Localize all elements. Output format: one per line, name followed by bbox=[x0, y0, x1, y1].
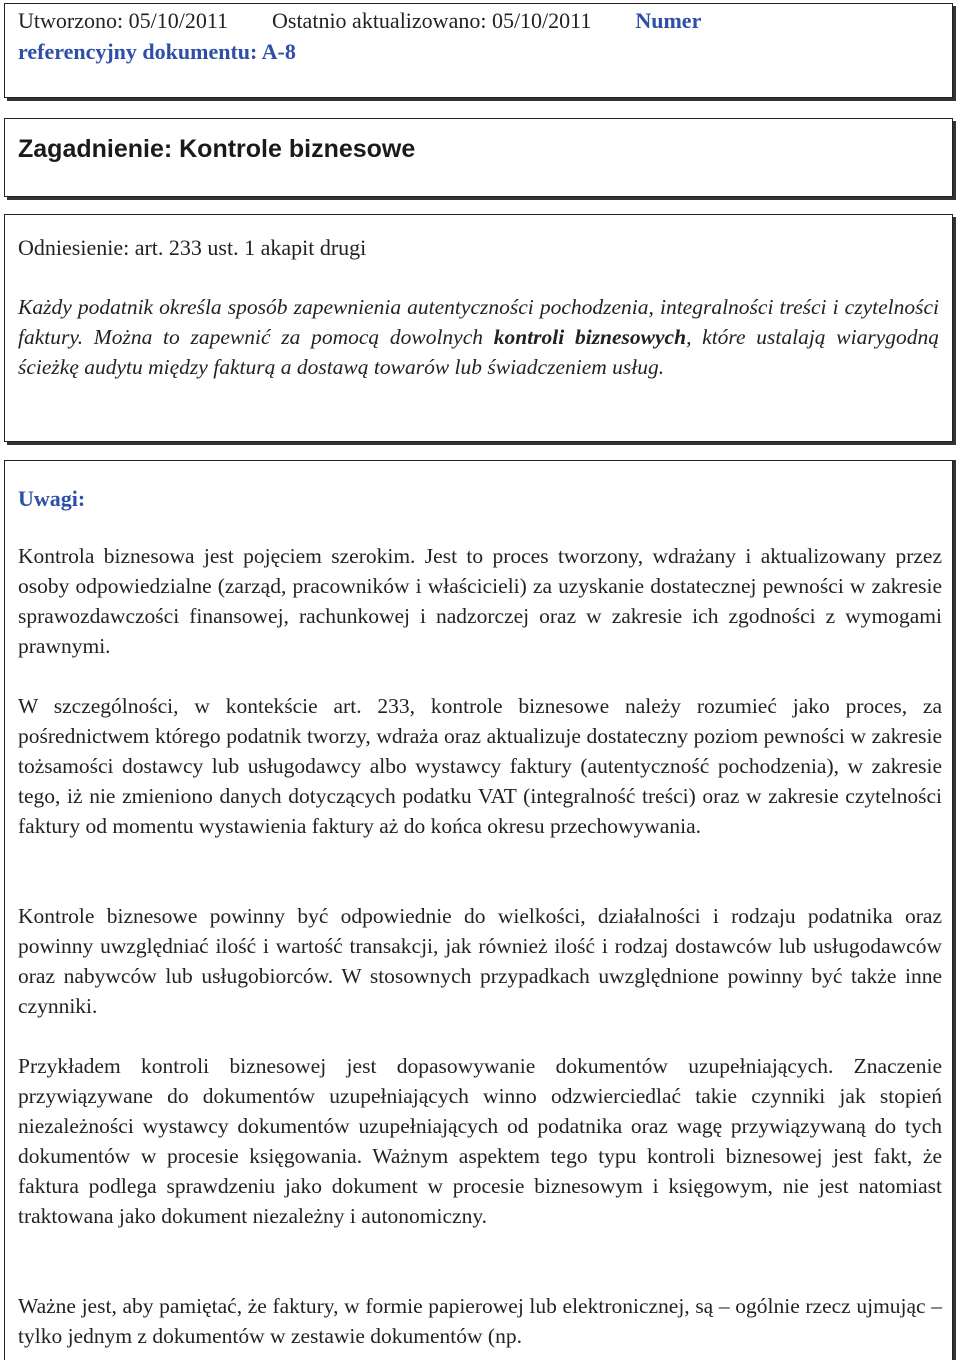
paragraph-5: Ważne jest, aby pamiętać, że faktury, w formie papierowej lub elektronicznej, są – ogólnie rzecz ujmując – tylko jednym z dokumentów w zestawie dokumentów (np. bbox=[18, 1294, 942, 1348]
ref-label-1: Numer bbox=[635, 8, 702, 33]
quote-part2: , które ustalają wiarygodną ścieżkę audytu między fakturą a dostawą towarów lub świadczeniem usług. bbox=[18, 325, 939, 379]
created-date: Utworzono: 05/10/2011 bbox=[18, 8, 228, 33]
legal-reference: Odniesienie: art. 233 ust. 1 akapit drugi bbox=[18, 235, 367, 260]
quote-part1: Każdy podatnik określa sposób zapewnienia autentyczności pochodzenia, integralności treści i czytelności faktury. Można to zapewnić za pomocą dowolnych bbox=[18, 295, 939, 349]
updated-date: Ostatnio aktualizowano: 05/10/2011 bbox=[272, 8, 592, 33]
paragraph-3: Kontrole biznesowe powinny być odpowiednie do wielkości, działalności i rodzaju podatnika oraz powinny uwzględniać ilość i wartość transakcji, jak również ilość i rodzaj dostawców lub usługodawców oraz nabywców lub usługobiorców. W stosownych przypadkach uwzględnione powinny być także inne czynniki. bbox=[18, 904, 942, 1018]
paragraph-4: Przykładem kontroli biznesowej jest dopasowywanie dokumentów uzupełniających. Znaczenie przywiązywane do dokumentów uzupełniających winno odzwierciedlać takie czynniki jak stopień niezależności wystawcy dokumentów uzupełniających od podatnika oraz wagę przywiązywaną do tych dokumentów w procesie księgowania. Ważnym aspektem tego typu kontroli biznesowej jest fakt, że faktura podlega sprawdzeniu jako dokument w procesie biznesowym i księgowym, nie jest natomiast traktowana jako dokument niezależny i autonomiczny. bbox=[18, 1054, 942, 1228]
ref-label-2: referencyjny dokumentu: A-8 bbox=[18, 39, 296, 64]
paragraph-1: Kontrola biznesowa jest pojęciem szerokim. Jest to proces tworzony, wdrażany i aktualizowany przez osoby odpowiedzialne (zarząd, pracowników i właścicieli) za uzyskanie dostatecznej pewności w zakresie sprawozdawczości finansowej, rachunkowej i nadzorczej oraz w zakresie ich zgodności z wymogami prawnymi. bbox=[18, 544, 942, 658]
legal-quote bbox=[18, 292, 939, 382]
page-title: Zagadnienie: Kontrole biznesowe bbox=[18, 135, 416, 163]
paragraph-2: W szczególności, w kontekście art. 233, kontrole biznesowe należy rozumieć jako proces, za pośrednictwem którego podatnik tworzy, wdraża oraz aktualizuje dostateczny poziom pewności w zakresie tożsamości dostawcy lub usługodawcy albo wystawcy faktury (autentyczność pochodzenia), w zakresie tego, iż nie zmieniono danych dotyczących podatku VAT (integralność treści) oraz w zakresie czytelności faktury od momentu wystawienia faktury aż do końca okresu przechowywania. bbox=[18, 694, 942, 838]
quote-bold: kontroli biznesowych bbox=[493, 325, 687, 349]
notes-heading: Uwagi: bbox=[18, 486, 86, 511]
header-dates bbox=[18, 6, 701, 36]
